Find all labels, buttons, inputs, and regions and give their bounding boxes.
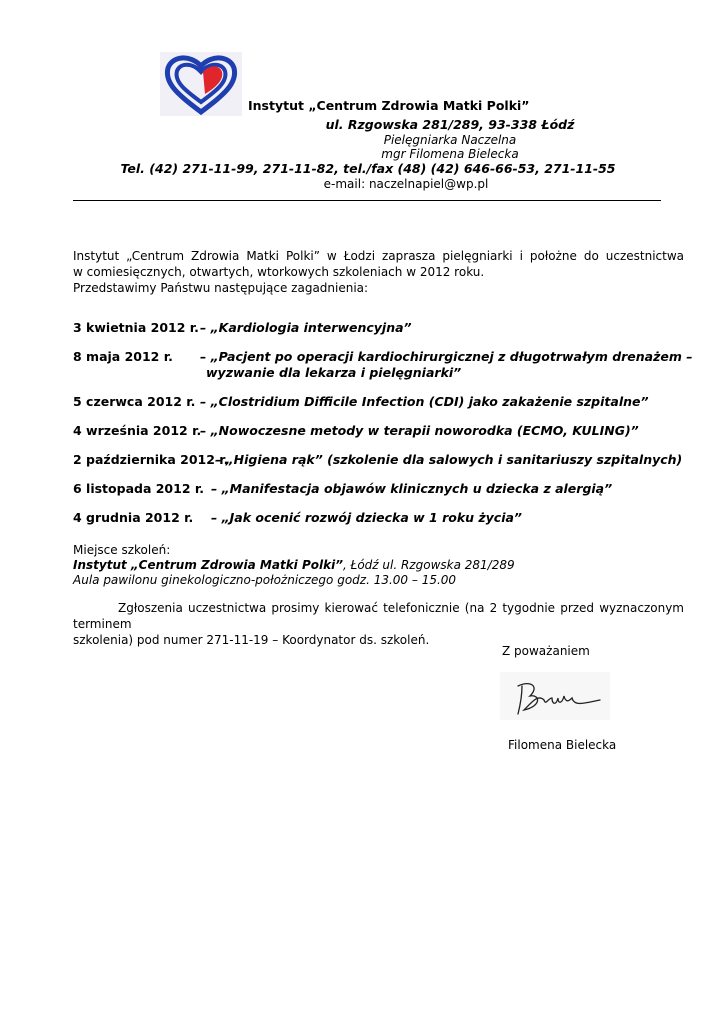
topic-item <box>73 481 684 497</box>
topic-date: 8 maja 2012 r. <box>73 349 173 364</box>
institution-name: Instytut „Centrum Zdrowia Matki Polki” <box>248 98 530 113</box>
topic-title: – „Pacjent po operacji kardiochirurgicznej z długotrwałym drenażem – <box>200 349 693 364</box>
author-position: Pielęgniarka Naczelna <box>383 133 517 147</box>
location-street: , Łódź ul. Rzgowska 281/289 <box>342 558 515 572</box>
intro-line: w comiesięcznych, otwartych, wtorkowych szkoleniach w 2012 roku. <box>73 265 485 279</box>
header-divider <box>73 200 661 201</box>
topic-title: – „Clostridium Difficile Infection (CDI) jako zakażenie szpitalne” <box>200 394 649 409</box>
topic-title: – „Higiena rąk” (szkolenie dla salowych i sanitariuszy szpitalnych) <box>215 452 683 467</box>
topic-date: 5 czerwca 2012 r. <box>73 394 196 409</box>
location-label: Miejsce szkoleń: <box>73 543 171 557</box>
topic-item <box>73 423 684 439</box>
registration-paragraph <box>73 600 684 648</box>
topic-date: 4 września 2012 r. <box>73 423 202 438</box>
heart-logo-icon <box>160 52 242 116</box>
topic-item <box>73 320 684 336</box>
training-location <box>73 543 515 588</box>
signature-image <box>500 672 610 720</box>
phone-numbers: Tel. (42) 271-11-99, 271-11-82, tel./fax (48) (42) 646-66-53, 271-11-55 <box>120 161 616 176</box>
author-name: mgr Filomena Bielecka <box>381 147 519 161</box>
signer-name: Filomena Bielecka <box>508 738 617 752</box>
intro-line: Przedstawimy Państwu następujące zagadnienia: <box>73 281 369 295</box>
location-institution: Instytut „Centrum Zdrowia Matki Polki” <box>73 558 343 572</box>
topic-title: – „Kardiologia interwencyjna” <box>200 320 412 335</box>
topic-item <box>73 394 684 410</box>
location-address-line <box>73 558 515 573</box>
email-address: e-mail: naczelnapiel@wp.pl <box>323 177 489 191</box>
topic-date: 3 kwietnia 2012 r. <box>73 320 199 335</box>
topic-title: – „Nowoczesne metody w terapii noworodka (ECMO, KULING)” <box>200 423 639 438</box>
topic-date: 2 października 2012 r. <box>73 452 229 467</box>
topic-title: – „Jak ocenić rozwój dziecka w 1 roku życia” <box>211 510 522 525</box>
topic-date: 4 grudnia 2012 r. <box>73 510 194 525</box>
topic-item <box>73 349 693 381</box>
closing-regards: Z poważaniem <box>502 644 590 658</box>
location-room: Aula pawilonu ginekologiczno-położniczego godz. 13.00 – 15.00 <box>73 573 457 587</box>
topic-title-continuation: wyzwanie dla lekarza i pielęgniarki” <box>206 365 462 380</box>
topic-item <box>73 510 684 526</box>
topic-date: 6 listopada 2012 r. <box>73 481 205 496</box>
institution-address: ul. Rzgowska 281/289, 93-338 Łódź <box>325 117 575 132</box>
registration-line: szkolenia) pod numer 271-11-19 – Koordynator ds. szkoleń. <box>73 633 430 647</box>
topic-title: – „Manifestacja objawów klinicznych u dziecka z alergią” <box>211 481 613 496</box>
intro-paragraph <box>73 248 684 296</box>
intro-line: Instytut „Centrum Zdrowia Matki Polki” w Łodzi zaprasza pielęgniarki i położne do uczestnictwa <box>73 249 684 263</box>
topic-item <box>73 452 684 468</box>
registration-line: Zgłoszenia uczestnictwa prosimy kierować telefonicznie (na 2 tygodnie przed wyznaczonym terminem <box>73 601 684 631</box>
